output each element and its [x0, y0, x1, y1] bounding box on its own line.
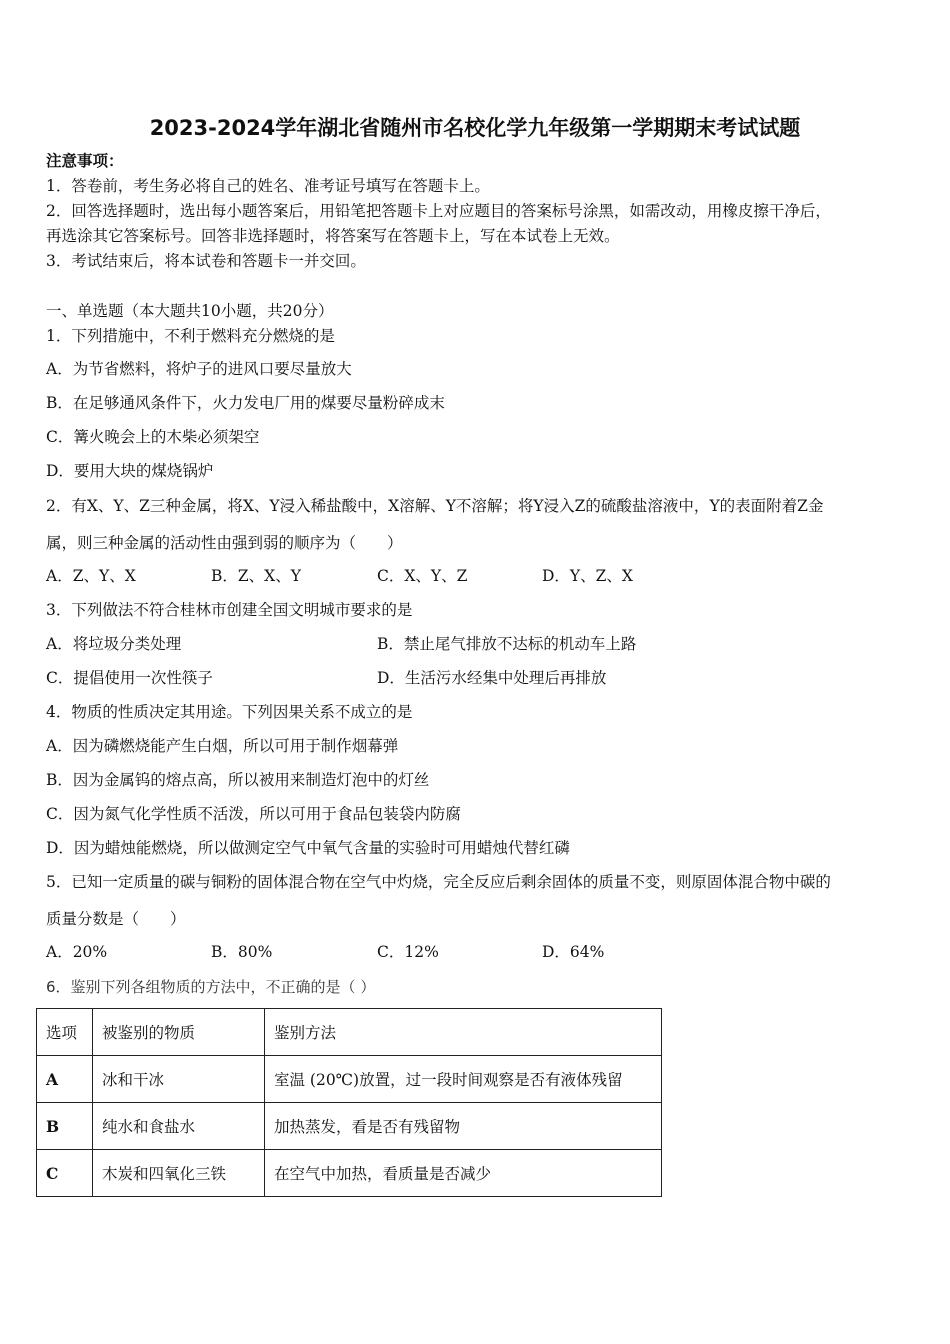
table-cell: B	[37, 1103, 93, 1150]
q4-option-d: D．因为蜡烛能燃烧，所以做测定空气中氧气含量的实验时可用蜡烛代替红磷	[46, 839, 570, 857]
notice-item: 再选涂其它答案标号。回答非选择题时，将答案写在答题卡上，写在本试卷上无效。	[46, 227, 620, 245]
table-row	[37, 1056, 662, 1103]
q4-option-b: B．因为金属钨的熔点高，所以被用来制造灯泡中的灯丝	[46, 771, 430, 789]
q4-option-c: C．因为氮气化学性质不活泼，所以可用于食品包装袋内防腐	[46, 805, 461, 823]
table-cell: A	[37, 1056, 93, 1103]
table-header-cell: 鉴别方法	[265, 1009, 662, 1056]
q5-stem-line1: 5．已知一定质量的碳与铜粉的固体混合物在空气中灼烧，完全反应后剩余固体的质量不变，则原固体混合物中碳的	[46, 873, 831, 891]
q3-option-c: C．提倡使用一次性筷子	[46, 669, 213, 687]
q4-option-a: A．因为磷燃烧能产生白烟，所以可用于制作烟幕弹	[46, 737, 399, 755]
q5-option-a: A．20%	[46, 943, 108, 961]
q6-table	[36, 1008, 662, 1197]
table-cell: 加热蒸发，看是否有残留物	[265, 1103, 662, 1150]
table-cell: 冰和干冰	[93, 1056, 265, 1103]
q5-option-b: B．80%	[211, 943, 273, 961]
q2-option-b: B．Z、X、Y	[211, 567, 301, 585]
q5-option-d: D．64%	[542, 943, 605, 961]
table-cell: C	[37, 1150, 93, 1197]
table-header-cell: 选项	[37, 1009, 93, 1056]
q5-option-c: C．12%	[377, 943, 439, 961]
q3-option-d: D．生活污水经集中处理后再排放	[377, 669, 607, 687]
table-cell: 室温 (20℃)放置，过一段时间观察是否有液体残留	[265, 1056, 662, 1103]
q2-option-c: C．X、Y、Z	[377, 567, 468, 585]
q1-stem: 1．下列措施中，不利于燃料充分燃烧的是	[46, 327, 335, 345]
q2-stem-line1: 2．有X、Y、Z三种金属，将X、Y浸入稀盐酸中，X溶解、Y不溶解；将Y浸入Z的硫酸盐溶液中，Y的表面附着Z金	[46, 497, 824, 515]
notice-item: 3．考试结束后，将本试卷和答题卡一并交回。	[46, 252, 366, 270]
q3-stem: 3．下列做法不符合桂林市创建全国文明城市要求的是	[46, 601, 413, 619]
table-cell: 在空气中加热，看质量是否减少	[265, 1150, 662, 1197]
page-title: 2023-2024学年湖北省随州市名校化学九年级第一学期期末考试试题	[149, 116, 801, 140]
q2-stem-line2: 属，则三种金属的活动性由强到弱的顺序为（ ）	[46, 534, 403, 552]
q4-stem: 4．物质的性质决定其用途。下列因果关系不成立的是	[46, 703, 413, 721]
q1-option-a: A．为节省燃料，将炉子的进风口要尽量放大	[46, 360, 352, 378]
q1-option-d: D．要用大块的煤烧锅炉	[46, 462, 214, 480]
q5-stem-line2: 质量分数是（ ）	[46, 910, 186, 928]
section-heading: 一、单选题（本大题共10小题，共20分）	[46, 302, 334, 320]
q1-option-b: B．在足够通风条件下，火力发电厂用的煤要尽量粉碎成末	[46, 394, 445, 412]
table-cell: 木炭和四氧化三铁	[93, 1150, 265, 1197]
q1-option-c: C．篝火晚会上的木柴必须架空	[46, 428, 260, 446]
notice-item: 2．回答选择题时，选出每小题答案后，用铅笔把答题卡上对应题目的答案标号涂黑，如需改动，用橡皮擦干净后，	[46, 202, 831, 220]
notice-heading: 注意事项：	[46, 151, 124, 170]
q3-option-b: B．禁止尾气排放不达标的机动车上路	[377, 635, 637, 653]
table-header-row	[37, 1009, 662, 1056]
q3-option-a: A．将垃圾分类处理	[46, 635, 182, 653]
table-header-cell: 被鉴别的物质	[93, 1009, 265, 1056]
table-row	[37, 1150, 662, 1197]
notice-item: 1．答卷前，考生务必将自己的姓名、准考证号填写在答题卡上。	[46, 177, 490, 195]
table-row	[37, 1103, 662, 1150]
q2-option-a: A．Z、Y、X	[46, 567, 136, 585]
q2-option-d: D．Y、Z、X	[542, 567, 633, 585]
table-cell: 纯水和食盐水	[93, 1103, 265, 1150]
q6-stem: 6．鉴别下列各组物质的方法中，不正确的是（ ）	[46, 978, 376, 996]
